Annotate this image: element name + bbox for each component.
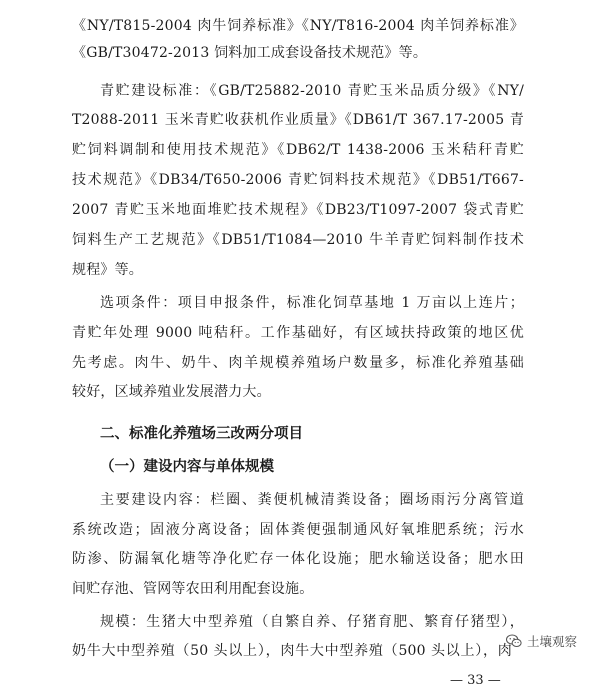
body-line: 2007 青贮玉米地面堆贮技术规程》《DB23/T1097-2007 袋式青贮 <box>72 202 524 218</box>
body-line: 奶牛大中型养殖（50 头以上），肉牛大中型养殖（500 头以上），肉 <box>72 643 512 659</box>
page-number: — 33 — <box>450 673 501 688</box>
body-line: 《GB/T30472-2013 饲料加工成套设备技术规范》等。 <box>72 45 428 61</box>
body-line: 饲料生产工艺规范》《DB51/T1084—2010 牛羊青贮饲料制作技术 <box>72 232 524 248</box>
body-line: 间贮存池、管网等农田利用配套设施。 <box>72 581 314 597</box>
body-line: 技术规范》《DB34/T650-2006 青贮饲料技术规范》《DB51/T667- <box>72 172 524 188</box>
watermark-label: 土壤观察 <box>526 634 577 649</box>
body-line: 选项条件：项目申报条件，标准化饲草基地 1 万亩以上连片； <box>100 295 524 311</box>
watermark <box>505 632 577 650</box>
body-line: 贮饲料调制和使用技术规范》《DB62/T 1438-2006 玉米秸秆青贮 <box>72 142 524 158</box>
section-heading: 二、标准化养殖场三改两分项目 <box>100 426 303 442</box>
body-line: 规程》等。 <box>72 262 143 278</box>
subsection-heading: （一）建设内容与单体规模 <box>100 459 274 475</box>
body-line: 防渗、防漏氧化塘等净化贮存一体化设施；肥水输送设备；肥水田 <box>72 551 524 567</box>
body-line: 《NY/T815-2004 肉牛饲养标准》《NY/T816-2004 肉羊饲养标准》 <box>72 18 524 34</box>
body-line: 先考虑。肉牛、奶牛、肉羊规模养殖场户数量多，标准化养殖基础 <box>72 355 524 371</box>
wechat-icon <box>505 632 523 650</box>
body-line: 规模：生猪大中型养殖（自繁自养、仔猪育肥、繁育仔猪型）， <box>100 614 524 630</box>
body-line: T2088-2011 玉米青贮收获机作业质量》《DB61/T 367.17-2005 青 <box>72 112 524 128</box>
body-line: 主要建设内容：栏圈、粪便机械清粪设备；圈场雨污分离管道 <box>100 492 524 508</box>
body-line: 青贮年处理 9000 吨秸秆。工作基础好，有区域扶持政策的地区优 <box>72 325 524 341</box>
body-line: 系统改造；固液分离设备；固体粪便强制通风好氧堆肥系统；污水 <box>72 522 524 538</box>
body-line: 较好，区域养殖业发展潜力大。 <box>72 384 271 400</box>
body-line: 青贮建设标准：《GB/T25882-2010 青贮玉米品质分级》《NY/ <box>100 83 524 99</box>
